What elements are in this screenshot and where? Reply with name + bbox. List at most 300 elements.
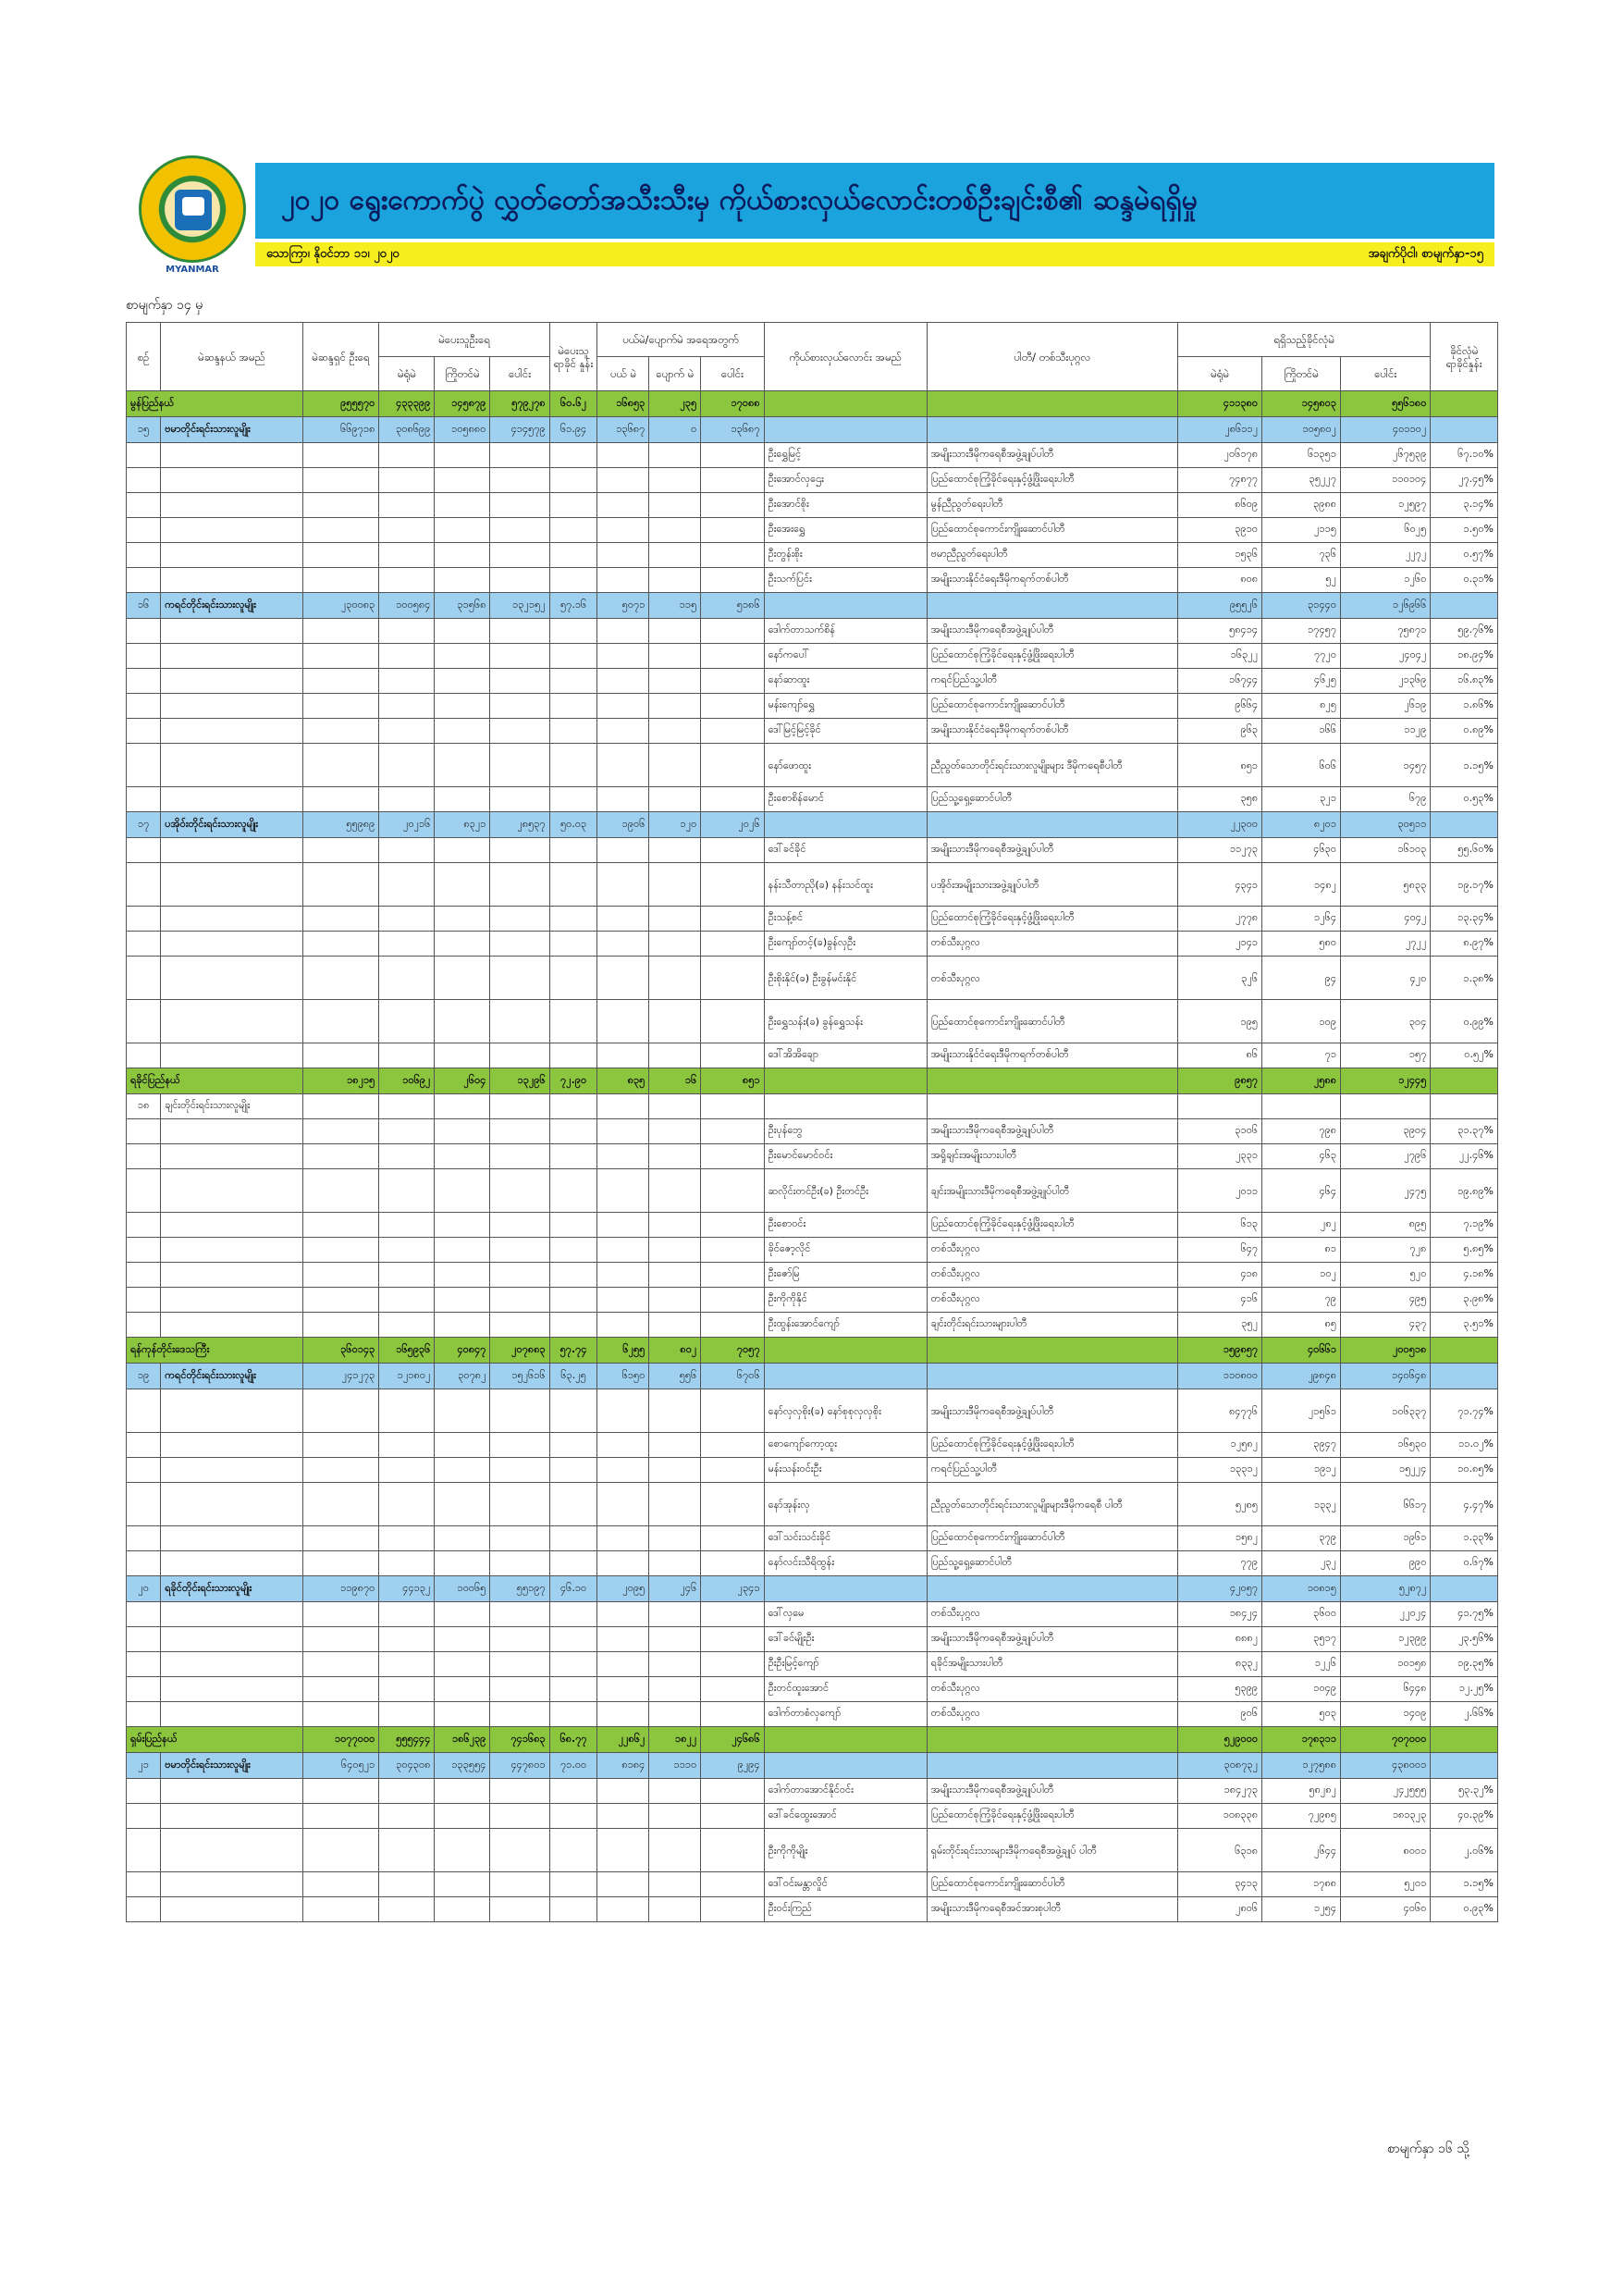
valid-booth-cell: ၂၈၆၁၁၂	[1177, 417, 1261, 443]
empty-cell	[127, 1458, 161, 1483]
empty-cell	[597, 568, 649, 593]
invalid-cell: ၅၀၇၁	[597, 593, 649, 619]
candidate-name: နော်ကပေါ်	[764, 644, 927, 669]
empty-cell	[127, 1804, 161, 1829]
constituency-name: ကရင်တိုင်းရင်းသားလူမျိုး	[161, 1364, 302, 1389]
empty-cell	[435, 1702, 490, 1727]
col-constituency: မဲဆန္ဒနယ် အမည်	[161, 323, 302, 391]
candidate-row	[127, 1389, 1498, 1433]
valid-total-cell: ၃၀၅၁၁	[1341, 812, 1431, 838]
valid-booth-cell: ၆၃၁၈	[1177, 1829, 1261, 1872]
empty-cell	[649, 1829, 701, 1872]
empty-cell	[649, 1238, 701, 1263]
vote-percent: ၁.၃၈%	[1431, 957, 1498, 1000]
valid-advance-cell: ၁၂၇၅၈၈	[1262, 1753, 1341, 1779]
vote-percent: ၄၀.၃၉%	[1431, 1804, 1498, 1829]
valid-advance-cell: ၇၁	[1262, 1043, 1341, 1068]
valid-total-cell	[1341, 1094, 1431, 1119]
candidate-row	[127, 1897, 1498, 1922]
empty-cell	[549, 1313, 597, 1338]
valid-booth-cell: ၈၆	[1177, 1043, 1261, 1068]
party-name: ပြည်ထောင်စုကြံ့ခိုင်ရေးနှင့်ဖွံ့ဖြိုးရေးပါတီ	[927, 1433, 1177, 1458]
voters-total-cell: ၄၄၇၈၀၁	[490, 1753, 549, 1779]
empty-cell	[549, 1551, 597, 1576]
empty-cell	[597, 1526, 649, 1551]
valid-advance-cell: ၇၃၆	[1262, 543, 1341, 568]
state-name: ရှမ်းပြည်နယ်	[127, 1727, 303, 1753]
valid-booth-cell: ၁၁၀၈၀၀	[1177, 1364, 1261, 1389]
valid-advance-cell: ၄၆၄	[1262, 1169, 1341, 1213]
voters-advance-cell: ၃၁၅၆၈	[435, 593, 490, 619]
candidate-row	[127, 863, 1498, 907]
invalid-cell: ၁၃၆၈၇	[597, 417, 649, 443]
valid-advance-cell: ၉၄	[1262, 957, 1341, 1000]
candidate-row	[127, 1169, 1498, 1213]
empty-cell	[161, 787, 302, 812]
empty-cell	[597, 493, 649, 518]
valid-booth-cell: ၈၅၁	[1177, 744, 1261, 787]
valid-total-cell: ၆၀၂၅	[1341, 518, 1431, 543]
empty-cell	[701, 468, 764, 493]
invalid-total-cell: ၆၇၀၆	[701, 1364, 764, 1389]
valid-total-cell: ၁၀၁၅၈	[1341, 1652, 1431, 1677]
empty-cell	[302, 1263, 379, 1288]
invalid-cell: ၈၁၈၄	[597, 1753, 649, 1779]
invalid-total-cell: ၇၀၅၇	[701, 1338, 764, 1364]
missing-cell: ၅၅၆	[649, 1364, 701, 1389]
sub-booth: မဲရုံမဲ	[379, 357, 435, 391]
empty-cell	[649, 744, 701, 787]
empty-cell	[435, 1288, 490, 1313]
state-row	[127, 1068, 1498, 1094]
invalid-total-cell: ၂၃၄၁	[701, 1576, 764, 1602]
ballot-hand-icon	[182, 197, 204, 216]
registered-cell: ၁၁၉၈၇၀	[302, 1576, 379, 1602]
empty-cell	[127, 1169, 161, 1213]
valid-booth-cell: ၄၂၀၅၇	[1177, 1576, 1261, 1602]
row-number: ၁၇	[127, 812, 161, 838]
vote-percent: ၃.၁၄%	[1431, 493, 1498, 518]
empty-cell	[490, 1238, 549, 1263]
empty-cell	[379, 1677, 435, 1702]
constituency-row	[127, 1753, 1498, 1779]
empty-cell	[597, 1119, 649, 1144]
candidate-name: ဒေါ်မြင့်မြင့်ခိုင်	[764, 719, 927, 744]
empty-cell	[127, 543, 161, 568]
empty-cell	[549, 669, 597, 694]
empty-cell	[649, 518, 701, 543]
empty-cell	[161, 838, 302, 863]
page-title: ၂၀၂၀ ရွေးကောက်ပွဲ လွှတ်တော်အသီးသီးမှ ကိုယ်စားလှယ်လောင်းတစ်ဦးချင်းစီ၏ ဆန္ဒမဲရရှိမှု	[255, 163, 1494, 239]
missing-cell: ၁၂၀	[649, 812, 701, 838]
valid-total-cell: ၂၄၀၄၂	[1341, 644, 1431, 669]
missing-cell: ၈၀၂	[649, 1338, 701, 1364]
empty-cell	[701, 669, 764, 694]
empty-cell	[435, 1433, 490, 1458]
empty-cell	[435, 1526, 490, 1551]
valid-total-cell: ၃၀၄	[1341, 1000, 1431, 1043]
vote-percent: ၄.၁၈%	[1431, 1263, 1498, 1288]
valid-booth-cell: ၉၆၃	[1177, 719, 1261, 744]
empty-cell	[161, 568, 302, 593]
state-name: မွန်ပြည်နယ်	[127, 391, 303, 417]
empty-cell	[490, 694, 549, 719]
candidate-name: မန်းကျော်ရွှေ	[764, 694, 927, 719]
invalid-cell: ၆၁၅၀	[597, 1364, 649, 1389]
valid-total-cell: ၂၂၇၂	[1341, 543, 1431, 568]
empty-cell	[549, 493, 597, 518]
empty-cell	[597, 932, 649, 957]
vote-percent: ၀.၉၃%	[1431, 1897, 1498, 1922]
row-number: ၁၈	[127, 1094, 161, 1119]
empty-cell	[597, 1702, 649, 1727]
empty-cell	[302, 1313, 379, 1338]
empty-cell	[161, 719, 302, 744]
party-name: အမျိုးသားနိုင်ငံရေးဒီမိုကရက်တစ်ပါတီ	[927, 1043, 1177, 1068]
voters-advance-cell: ၁၀၀၆၅	[435, 1576, 490, 1602]
party-name: ချင်းအမျိုးသားဒီမိုကရေစီအဖွဲ့ချုပ်ပါတီ	[927, 1169, 1177, 1213]
candidate-row	[127, 1263, 1498, 1288]
candidate-name: ဦးထွန်းအောင်ကျော်	[764, 1313, 927, 1338]
empty-cell	[597, 543, 649, 568]
candidate-row	[127, 568, 1498, 593]
empty-cell	[302, 694, 379, 719]
empty-cell	[435, 1458, 490, 1483]
empty-cell	[597, 1829, 649, 1872]
candidate-cell	[764, 1753, 927, 1779]
party-name: ပြည်ထောင်စုကြံ့ခိုင်ရေးနှင့်ဖွံ့ဖြိုးရေးပါတီ	[927, 1213, 1177, 1238]
empty-cell	[302, 957, 379, 1000]
empty-cell	[127, 1702, 161, 1727]
empty-cell	[597, 1897, 649, 1922]
party-name: တစ်သီးပုဂ္ဂလ	[927, 932, 1177, 957]
registered-cell: ၅၅၉၈၉	[302, 812, 379, 838]
empty-cell	[127, 1897, 161, 1922]
empty-cell	[649, 1551, 701, 1576]
valid-advance-cell: ၁၂၂၆	[1262, 1652, 1341, 1677]
empty-cell	[597, 669, 649, 694]
candidate-row	[127, 1602, 1498, 1627]
row-number: ၂၀	[127, 1576, 161, 1602]
valid-advance-cell: ၈၂၅	[1262, 694, 1341, 719]
empty-cell	[435, 1144, 490, 1169]
col-no: စဉ်	[127, 323, 161, 391]
empty-cell	[435, 719, 490, 744]
empty-cell	[302, 619, 379, 644]
empty-cell	[549, 1238, 597, 1263]
empty-cell	[649, 493, 701, 518]
empty-cell	[649, 1263, 701, 1288]
empty-cell	[649, 1526, 701, 1551]
empty-cell	[490, 1313, 549, 1338]
empty-cell	[597, 1000, 649, 1043]
valid-booth-cell: ၄၃၄၁	[1177, 863, 1261, 907]
empty-cell	[435, 1119, 490, 1144]
valid-advance-cell: ၃၇၉	[1262, 1526, 1341, 1551]
valid-total-cell: ၇၀၇၀၀၀	[1341, 1727, 1431, 1753]
empty-cell	[701, 1652, 764, 1677]
pct-cell	[1431, 1753, 1498, 1779]
voters-booth-cell: ၄၃၃၃၉၉	[379, 391, 435, 417]
party-name: တစ်သီးပုဂ္ဂလ	[927, 1677, 1177, 1702]
valid-booth-cell: ၃၂၆	[1177, 957, 1261, 1000]
empty-cell	[302, 1526, 379, 1551]
missing-cell: ၀	[649, 417, 701, 443]
col-valid: ရရှိသည့်ခိုင်လုံမဲ	[1177, 323, 1430, 357]
logo-caption: MYANMAR	[166, 265, 219, 275]
valid-advance-cell: ၂၆၄၄	[1262, 1829, 1341, 1872]
empty-cell	[490, 1702, 549, 1727]
valid-booth-cell: ၃၅၂	[1177, 1313, 1261, 1338]
empty-cell	[127, 619, 161, 644]
empty-cell	[597, 1804, 649, 1829]
empty-cell	[302, 1389, 379, 1433]
voters-advance-cell: ၁၀၅၈၈၀	[435, 417, 490, 443]
party-name: အမျိုးသားဒီမိုကရေစီအဖွဲ့ချုပ်ပါတီ	[927, 1779, 1177, 1804]
empty-cell	[127, 932, 161, 957]
empty-cell	[701, 443, 764, 468]
valid-total-cell: ၃၉၀၄	[1341, 1119, 1431, 1144]
party-name: တစ်သီးပုဂ္ဂလ	[927, 1263, 1177, 1288]
empty-cell	[701, 1433, 764, 1458]
empty-cell	[597, 787, 649, 812]
row-number: ၁၅	[127, 417, 161, 443]
empty-cell	[435, 694, 490, 719]
empty-cell	[379, 1652, 435, 1677]
candidate-name: ဦးမောင်မောင်ဝင်း	[764, 1144, 927, 1169]
empty-cell	[597, 907, 649, 932]
empty-cell	[490, 1526, 549, 1551]
valid-advance-cell: ၄၆၃၀	[1262, 838, 1341, 863]
empty-cell	[302, 518, 379, 543]
empty-cell	[435, 468, 490, 493]
empty-cell	[435, 1652, 490, 1677]
empty-cell	[379, 1238, 435, 1263]
candidate-name: နန်းသီတာညို(ခ) နန်းသင်ထူး	[764, 863, 927, 907]
empty-cell	[490, 518, 549, 543]
valid-total-cell: ၄၀၄၂	[1341, 907, 1431, 932]
party-name: ရခိုင်အမျိုးသားပါတီ	[927, 1652, 1177, 1677]
valid-booth-cell: ၁၆၃၂၂	[1177, 644, 1261, 669]
empty-cell	[127, 644, 161, 669]
voters-booth-cell: ၂၀၂၁၆	[379, 812, 435, 838]
empty-cell	[379, 644, 435, 669]
constituency-row	[127, 1364, 1498, 1389]
voters-booth-cell: ၅၅၅၄၄၄	[379, 1727, 435, 1753]
valid-total-cell: ၈၀၀၁	[1341, 1829, 1431, 1872]
valid-total-cell: ၁၂၅၉၇	[1341, 493, 1431, 518]
empty-cell	[302, 838, 379, 863]
empty-cell	[701, 694, 764, 719]
empty-cell	[161, 1043, 302, 1068]
vote-percent: ၁၈.၉၄%	[1431, 644, 1498, 669]
empty-cell	[379, 932, 435, 957]
empty-cell	[379, 907, 435, 932]
sub-advance: ကြိုတင်မဲ	[1262, 357, 1341, 391]
candidate-row	[127, 932, 1498, 957]
empty-cell	[701, 1288, 764, 1313]
sub-total: ပေါင်း	[490, 357, 549, 391]
valid-advance-cell: ၄၆၂၅	[1262, 669, 1341, 694]
empty-cell	[701, 543, 764, 568]
candidate-cell	[764, 1576, 927, 1602]
vote-percent: ၂.၀၆%	[1431, 1829, 1498, 1872]
valid-advance-cell: ၁၆၆	[1262, 719, 1341, 744]
candidate-row	[127, 468, 1498, 493]
valid-total-cell: ၆၄၄၈	[1341, 1677, 1431, 1702]
empty-cell	[127, 1779, 161, 1804]
candidate-name: ဦးတင်ထူးအောင်	[764, 1677, 927, 1702]
empty-cell	[701, 619, 764, 644]
empty-cell	[490, 619, 549, 644]
valid-total-cell: ၅၅၆၁၈၀	[1341, 391, 1431, 417]
empty-cell	[379, 694, 435, 719]
empty-cell	[379, 1389, 435, 1433]
candidate-row	[127, 669, 1498, 694]
valid-advance-cell: ၁၄၈၂	[1262, 863, 1341, 907]
registered-cell: ၉၅၅၅၇၀	[302, 391, 379, 417]
valid-total-cell: ၁၆၅၃၀	[1341, 1433, 1431, 1458]
empty-cell	[161, 1829, 302, 1872]
empty-cell	[490, 1119, 549, 1144]
empty-cell	[701, 1043, 764, 1068]
empty-cell	[649, 838, 701, 863]
valid-advance-cell: ၁၃၃၂	[1262, 1483, 1341, 1526]
empty-cell	[701, 1804, 764, 1829]
valid-total-cell: ၂၀၀၅၁၈	[1341, 1338, 1431, 1364]
empty-cell	[649, 443, 701, 468]
candidate-row	[127, 1779, 1498, 1804]
party-name: ပြည်သူ့ရှေ့ဆောင်ပါတီ	[927, 787, 1177, 812]
empty-cell	[127, 1043, 161, 1068]
valid-booth-cell: ၇၄၈၇၇	[1177, 468, 1261, 493]
turnout-cell: ၇၁.၀၀	[549, 1753, 597, 1779]
empty-cell	[701, 1000, 764, 1043]
valid-advance-cell: ၂၈၂	[1262, 1213, 1341, 1238]
party-name: အမျိုးသားဒီမိုကရေစီအဖွဲ့ချုပ်ပါတီ	[927, 443, 1177, 468]
pct-cell	[1431, 1727, 1498, 1753]
voters-advance-cell: ၄၀၈၄၇	[435, 1338, 490, 1364]
valid-advance-cell: ၃၅၂၂၇	[1262, 468, 1341, 493]
empty-cell	[701, 1238, 764, 1263]
valid-booth-cell	[1177, 1094, 1261, 1119]
empty-cell	[490, 719, 549, 744]
party-cell	[927, 812, 1177, 838]
empty-cell	[435, 957, 490, 1000]
empty-cell	[490, 957, 549, 1000]
valid-advance-cell: ၅၀၃	[1262, 1702, 1341, 1727]
empty-cell	[701, 493, 764, 518]
empty-cell	[379, 863, 435, 907]
empty-cell	[701, 1702, 764, 1727]
valid-total-cell: ၄၃၈၀၀၁	[1341, 1753, 1431, 1779]
empty-cell	[549, 1119, 597, 1144]
empty-cell	[302, 719, 379, 744]
candidate-name: နော်အုန်းလှ	[764, 1483, 927, 1526]
valid-booth-cell: ၇၇၉	[1177, 1551, 1261, 1576]
valid-advance-cell: ၂၁၅၆၁	[1262, 1389, 1341, 1433]
valid-advance-cell: ၁၄၅၈၀၃	[1262, 391, 1341, 417]
valid-booth-cell: ၂၂၃၀၀	[1177, 812, 1261, 838]
candidate-row	[127, 1433, 1498, 1458]
party-cell	[927, 417, 1177, 443]
empty-cell	[701, 1483, 764, 1526]
invalid-total-cell: ၂၀၂၆	[701, 812, 764, 838]
empty-cell	[127, 568, 161, 593]
empty-cell	[597, 1652, 649, 1677]
valid-booth-cell: ၂၁၄၁	[1177, 932, 1261, 957]
empty-cell	[490, 1458, 549, 1483]
valid-total-cell: ၄၀၆၀	[1341, 1897, 1431, 1922]
empty-cell	[597, 957, 649, 1000]
valid-total-cell: ၆၆၁၇	[1341, 1483, 1431, 1526]
invalid-cell: ၁၆၈၅၃	[597, 391, 649, 417]
empty-cell	[490, 1169, 549, 1213]
empty-cell	[435, 1389, 490, 1433]
empty-cell	[379, 443, 435, 468]
valid-booth-cell: ၈၄၇၇၆	[1177, 1389, 1261, 1433]
empty-cell	[161, 1897, 302, 1922]
empty-cell	[649, 1169, 701, 1213]
voters-total-cell: ၄၁၄၅၇၉	[490, 417, 549, 443]
empty-cell	[597, 1458, 649, 1483]
pct-cell	[1431, 1364, 1498, 1389]
valid-advance-cell: ၁၀၉	[1262, 1000, 1341, 1043]
party-name: တစ်သီးပုဂ္ဂလ	[927, 1288, 1177, 1313]
voters-booth-cell: ၁၀၀၅၈၄	[379, 593, 435, 619]
state-row	[127, 1727, 1498, 1753]
invalid-cell	[597, 1094, 649, 1119]
empty-cell	[490, 1897, 549, 1922]
valid-total-cell: ၅၈၃၃	[1341, 863, 1431, 907]
valid-advance-cell: ၃၁၄၄၀	[1262, 593, 1341, 619]
candidate-row	[127, 1652, 1498, 1677]
invalid-cell: ၁၉၀၆	[597, 812, 649, 838]
valid-booth-cell: ၁၆၇၄၄	[1177, 669, 1261, 694]
empty-cell	[379, 518, 435, 543]
valid-total-cell: ၁၈၁၃၂၃	[1341, 1804, 1431, 1829]
empty-cell	[597, 619, 649, 644]
empty-cell	[302, 1652, 379, 1677]
empty-cell	[490, 1483, 549, 1526]
empty-cell	[379, 1872, 435, 1897]
valid-booth-cell: ၂၀၆၁၇၈	[1177, 443, 1261, 468]
empty-cell	[701, 1169, 764, 1213]
valid-advance-cell: ၆၀၆	[1262, 744, 1341, 787]
valid-total-cell: ၂၇၂၂	[1341, 932, 1431, 957]
empty-cell	[161, 863, 302, 907]
empty-cell	[435, 1829, 490, 1872]
valid-advance-cell: ၁၇၈၃၁၁	[1262, 1727, 1341, 1753]
valid-total-cell: ၁၁၀၁၀၄	[1341, 468, 1431, 493]
candidate-name: ဒေါက်တာသက်စိန်	[764, 619, 927, 644]
empty-cell	[701, 787, 764, 812]
empty-cell	[302, 1043, 379, 1068]
valid-booth-cell: ၁၅၈၂	[1177, 1526, 1261, 1551]
empty-cell	[490, 1433, 549, 1458]
party-name: ပြည်ထောင်စုကောင်းကျိုးဆောင်ပါတီ	[927, 1872, 1177, 1897]
empty-cell	[379, 1119, 435, 1144]
constituency-row	[127, 812, 1498, 838]
empty-cell	[549, 468, 597, 493]
empty-cell	[701, 1458, 764, 1483]
empty-cell	[435, 1804, 490, 1829]
party-name: ပြည်ထောင်စုကြံ့ခိုင်ရေးနှင့်ဖွံ့ဖြိုးရေးပါတီ	[927, 644, 1177, 669]
table-header	[127, 323, 1498, 391]
valid-booth-cell: ၄၁၆	[1177, 1288, 1261, 1313]
voters-booth-cell	[379, 1094, 435, 1119]
missing-cell	[649, 1094, 701, 1119]
